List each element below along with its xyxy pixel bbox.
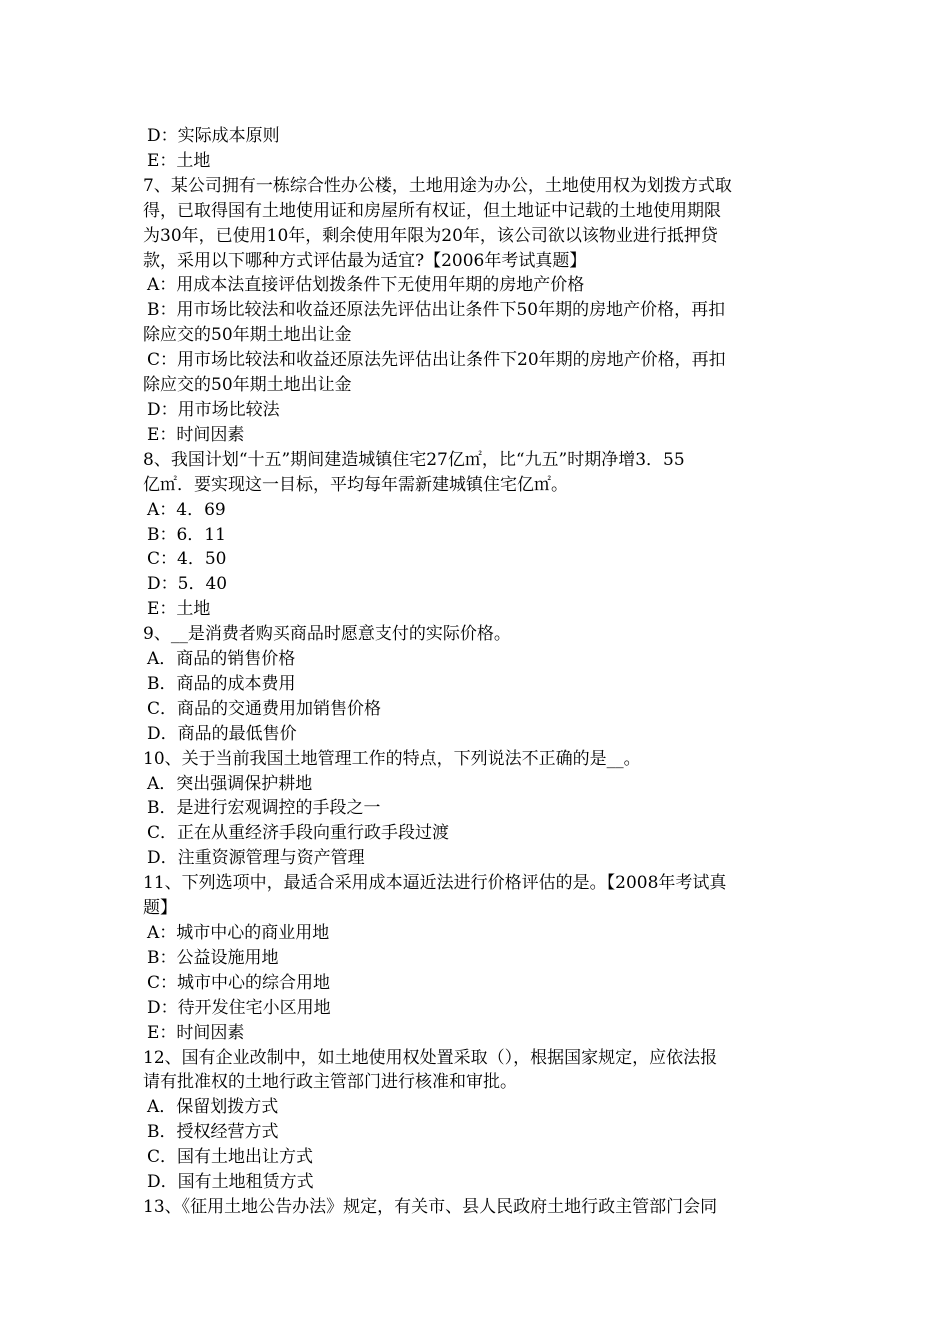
question-line: 亿㎡．要实现这一目标，平均每年需新建城镇住宅亿㎡。 — [143, 474, 568, 495]
option-line: A．商品的销售价格 — [147, 649, 296, 670]
option-line: B：6．11 — [147, 524, 226, 545]
question-line: 8、我国计划“十五”期间建造城镇住宅27亿㎡，比“九五”时期净增3．55 — [143, 449, 685, 470]
option-line: C：城市中心的综合用地 — [147, 972, 331, 993]
option-line: C：4．50 — [147, 549, 227, 570]
question-line: 为30年，已使用10年，剩余使用年限为20年，该公司欲以该物业进行抵押贷 — [143, 225, 718, 246]
option-continuation: 除应交的50年期土地出让金 — [143, 325, 352, 346]
question-line: 款，采用以下哪种方式评估最为适宜?【2006年考试真题】 — [143, 250, 587, 271]
option-line: B．商品的成本费用 — [147, 673, 296, 694]
option-line: A：城市中心的商业用地 — [147, 923, 330, 943]
option-line: D：用市场比较法 — [147, 399, 280, 420]
text-line: E：土地 — [147, 150, 211, 171]
option-line: A．突出强调保护耕地 — [147, 773, 313, 794]
option-line: D．注重资源管理与资产管理 — [147, 848, 365, 869]
question-line: 9、__是消费者购买商品时愿意支付的实际价格。 — [143, 624, 511, 645]
option-line: D．商品的最低售价 — [147, 723, 297, 744]
option-line: B．是进行宏观调控的手段之一 — [147, 798, 381, 819]
option-line: E：时间因素 — [147, 1022, 245, 1043]
option-line: C：用市场比较法和收益还原法先评估出让条件下20年期的房地产价格，再扣 — [147, 350, 726, 371]
document-page — [143, 124, 808, 1220]
question-line: 13、《征用土地公告办法》规定，有关市、县人民政府土地行政主管部门会同 — [143, 1196, 718, 1217]
option-line: E：时间因素 — [147, 424, 245, 445]
question-line: 得，已取得国有土地使用证和房屋所有权证，但土地证中记载的土地使用期限 — [143, 200, 721, 221]
option-line: D：待开发住宅小区用地 — [147, 997, 331, 1018]
question-line: 12、国有企业改制中，如土地使用权处置采取（），根据国家规定，应依法报 — [143, 1047, 718, 1068]
option-line: C．国有土地出让方式 — [147, 1147, 314, 1168]
question-line: 题】 — [143, 898, 177, 919]
option-line: C．正在从重经济手段向重行政手段过渡 — [147, 823, 450, 844]
question-line: 请有批准权的土地行政主管部门进行核准和审批。 — [143, 1072, 517, 1093]
option-line: B：公益设施用地 — [147, 947, 279, 968]
option-line: B．授权经营方式 — [147, 1122, 279, 1143]
question-line: 11、下列选项中，最适合采用成本逼近法进行价格评估的是。【2008年考试真 — [143, 873, 727, 894]
option-line: A：4．69 — [147, 499, 226, 520]
text-line: D：实际成本原则 — [147, 126, 280, 146]
option-line: B：用市场比较法和收益还原法先评估出让条件下50年期的房地产价格，再扣 — [147, 300, 726, 321]
option-line: A：用成本法直接评估划拨条件下无使用年期的房地产价格 — [147, 275, 585, 296]
option-line: D：5．40 — [147, 574, 228, 595]
option-line: E：土地 — [147, 599, 211, 620]
question-line: 10、关于当前我国土地管理工作的特点，下列说法不正确的是__。 — [143, 748, 641, 769]
option-line: A．保留划拨方式 — [147, 1097, 279, 1118]
question-line: 7、某公司拥有一栋综合性办公楼，土地用途为办公，土地使用权为划拨方式取 — [143, 175, 732, 196]
option-line: D．国有土地租赁方式 — [147, 1172, 314, 1193]
option-line: C．商品的交通费用加销售价格 — [147, 698, 382, 719]
option-continuation: 除应交的50年期土地出让金 — [143, 375, 352, 396]
